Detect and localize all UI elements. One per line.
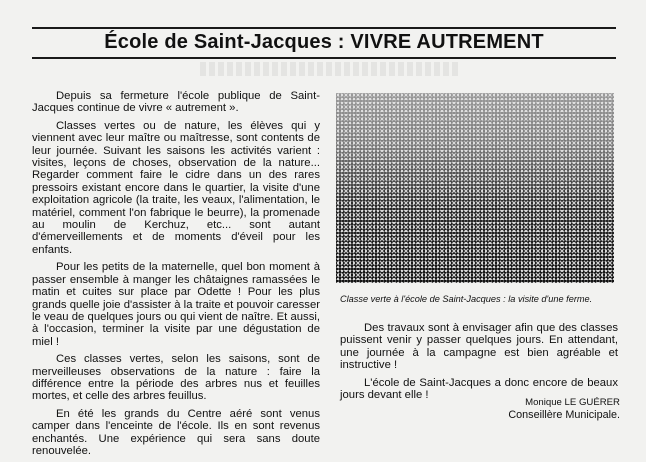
paragraph: Ces classes vertes, selon les saisons, sont de merveilleuses observations de la nature : faire la différence entre la période des arbres nus et feuilles mortes, et celle des arbres feuillus. (32, 353, 320, 403)
article-title: École de Saint-Jacques : VIVRE AUTREMENT (104, 31, 544, 53)
paragraph: Classes vertes ou de nature, les élèves qui y viennent avec leur maître ou maîtresse, sont contents de leur journée. Suivant les saisons les activités varient : visites, leçons de choses, observation de la nature... Regarder comment faire le cidre dans un des rares pressoirs existant encore dans le quartier, la visite d'une exploitation agricole (la traite, les veaux, l'alimentation, le matériel, comment l'on fabrique le beurre), la promenade au moulin de Kerchuz, etc... sont autant d'émerveillements et de moments d'éveil pour les enfants. (32, 119, 320, 256)
paragraph: Pour les petits de la maternelle, quel bon moment à passer ensemble à manger les châtaignes ramassées le matin et cuites sur place par Odette ! Pour les plus grands quelle joie d'assister à la traite et pouvoir caresser le veau de quelques jours ou qui vient de naître. Et aussi, à l'occasion, terminer la visite par une dégustation de miel ! (32, 261, 320, 348)
signature-block (470, 397, 620, 421)
author-name: Monique LE GUÉRER (525, 397, 620, 408)
title-underline (32, 57, 616, 59)
farm-visit-photo (336, 93, 614, 283)
left-column (32, 90, 320, 462)
bleed-through-text (200, 62, 460, 76)
photo-caption: Classe verte à l'école de Saint-Jacques : la visite d'une ferme. (340, 294, 593, 304)
top-rule (32, 27, 616, 29)
right-column (340, 322, 618, 406)
paragraph: Des travaux sont à envisager afin que des classes puissent venir y passer quelques jours. En attendant, une journée à la campagne est bien agréable et instructive ! (340, 322, 618, 372)
author-role: Conseillère Municipale. (508, 409, 620, 421)
paragraph: L'école de Saint-Jacques a donc encore de beaux jours devant elle ! (340, 376, 618, 402)
paragraph: Depuis sa fermeture l'école publique de Saint-Jacques continue de vivre « autrement ». (32, 90, 320, 115)
paragraph: En été les grands du Centre aéré sont venus camper dans l'enceinte de l'école. Ils en sont revenus enchantés. Une expérience qui sera sans doute renouvelée. (32, 407, 320, 457)
